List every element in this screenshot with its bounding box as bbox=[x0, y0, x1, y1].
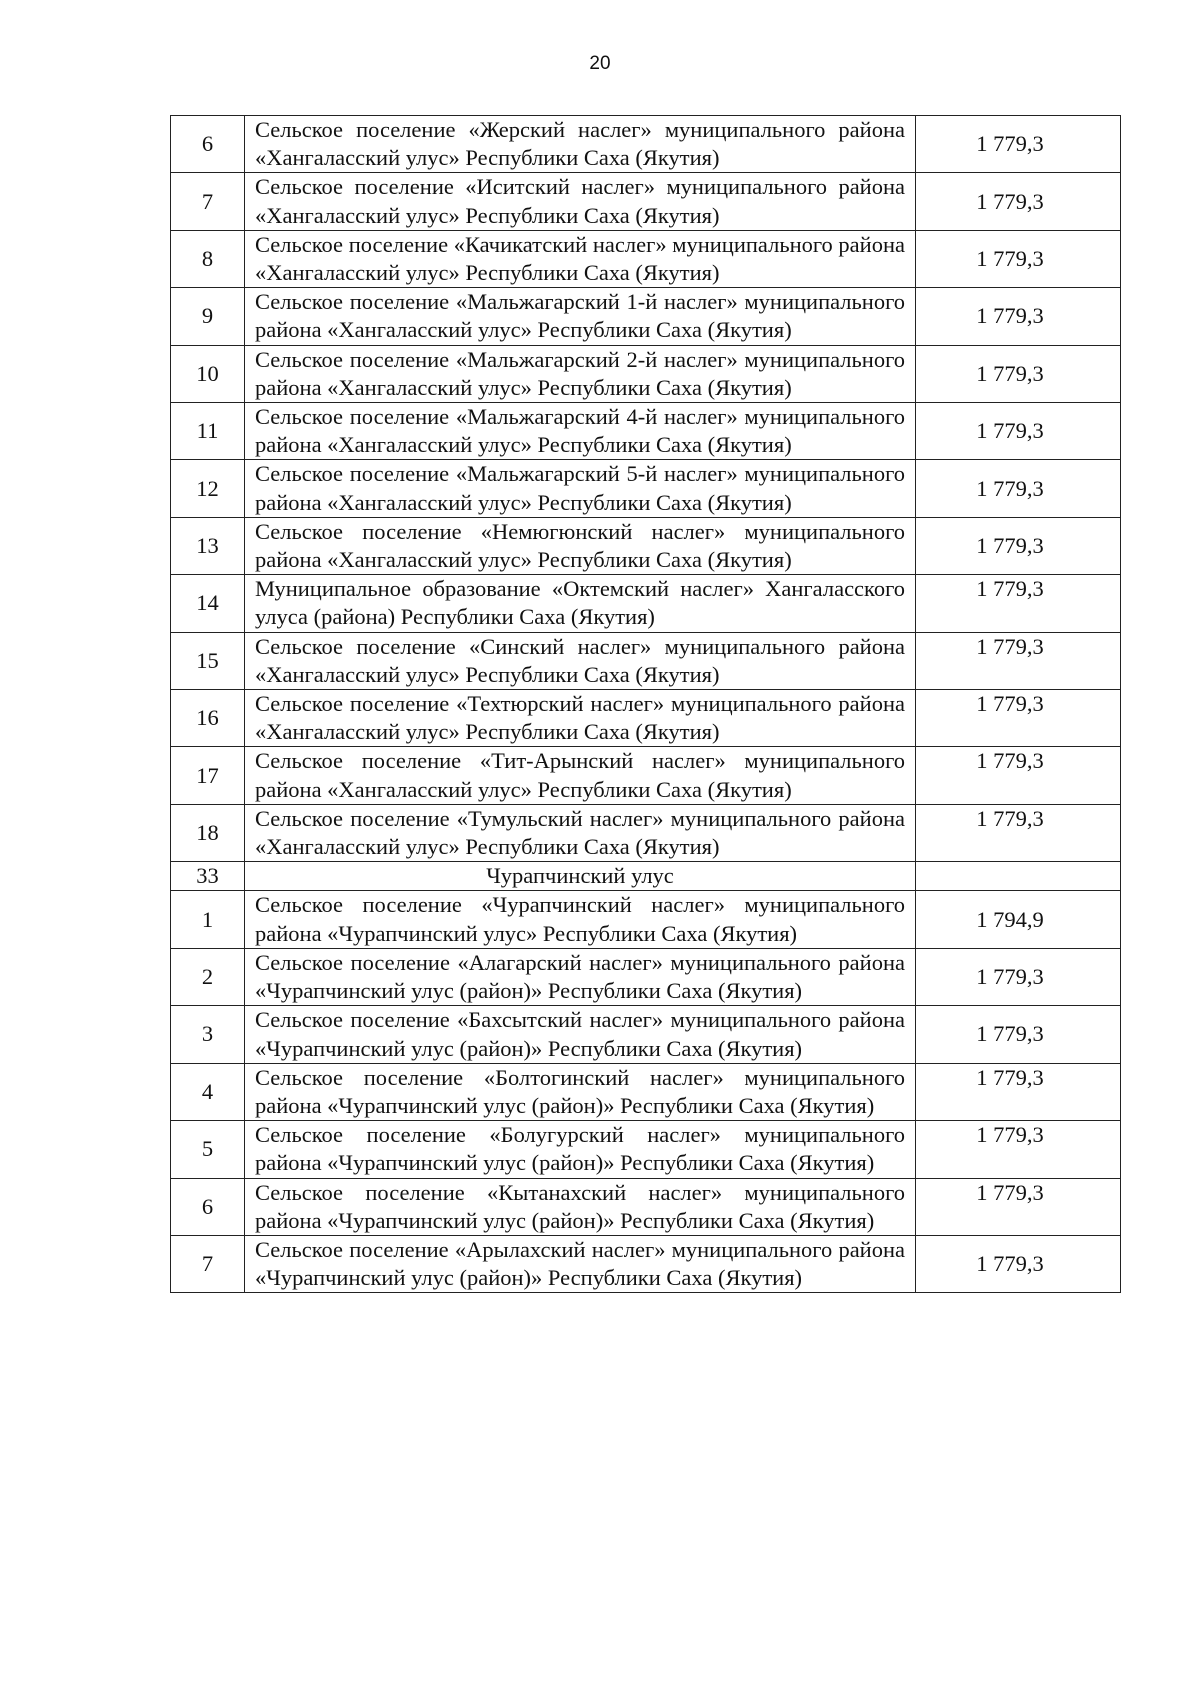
municipality-name: Сельское поселение «Алагарский наслег» муниципального района «Чурапчинский улус (район)» Республики Саха (Якутия) bbox=[245, 948, 916, 1005]
table-row bbox=[171, 948, 1121, 1005]
table-body bbox=[171, 116, 1121, 1293]
amount: 1 779,3 bbox=[916, 288, 1121, 345]
amount: 1 779,3 bbox=[916, 1178, 1121, 1235]
municipality-name: Сельское поселение «Качикатский наслег» муниципального района «Хангаласский улус» Республики Саха (Якутия) bbox=[245, 230, 916, 287]
table-row bbox=[171, 230, 1121, 287]
municipality-name: Сельское поселение «Болтогинский наслег» муниципального района «Чурапчинский улус (район)» Республики Саха (Якутия) bbox=[245, 1063, 916, 1120]
table-row bbox=[171, 1235, 1121, 1292]
amount: 1 779,3 bbox=[916, 1121, 1121, 1178]
table-row bbox=[171, 804, 1121, 861]
amount: 1 779,3 bbox=[916, 116, 1121, 173]
table-row bbox=[171, 747, 1121, 804]
table-row bbox=[171, 517, 1121, 574]
amount: 1 779,3 bbox=[916, 173, 1121, 230]
municipality-name: Сельское поселение «Мальжагарский 4-й наслег» муниципального района «Хангаласский улус» Республики Саха (Якутия) bbox=[245, 403, 916, 460]
row-number: 8 bbox=[171, 230, 245, 287]
amount: 1 779,3 bbox=[916, 747, 1121, 804]
municipality-name: Сельское поселение «Жерский наслег» муниципального района «Хангаласский улус» Республики Саха (Якутия) bbox=[245, 116, 916, 173]
amount: 1 779,3 bbox=[916, 690, 1121, 747]
amount: 1 779,3 bbox=[916, 948, 1121, 1005]
municipality-name: Сельское поселение «Мальжагарский 5-й наслег» муниципального района «Хангаласский улус» Республики Саха (Якутия) bbox=[245, 460, 916, 517]
row-number: 16 bbox=[171, 690, 245, 747]
page-number: 20 bbox=[589, 53, 611, 74]
table-row bbox=[171, 403, 1121, 460]
amount: 1 779,3 bbox=[916, 403, 1121, 460]
table-row bbox=[171, 288, 1121, 345]
amount: 1 779,3 bbox=[916, 1006, 1121, 1063]
municipality-name: Сельское поселение «Тит-Арынский наслег» муниципального района «Хангаласский улус» Республики Саха (Якутия) bbox=[245, 747, 916, 804]
table-row bbox=[171, 1063, 1121, 1120]
amount: 1 779,3 bbox=[916, 1063, 1121, 1120]
amount: 1 779,3 bbox=[916, 460, 1121, 517]
table-row bbox=[171, 891, 1121, 948]
row-number: 2 bbox=[171, 948, 245, 1005]
table-row bbox=[171, 1121, 1121, 1178]
municipality-name: Сельское поселение «Мальжагарский 1-й наслег» муниципального района «Хангаласский улус» Республики Саха (Якутия) bbox=[245, 288, 916, 345]
row-number: 7 bbox=[171, 1235, 245, 1292]
amount: 1 779,3 bbox=[916, 575, 1121, 632]
table-row bbox=[171, 1178, 1121, 1235]
amount: 1 779,3 bbox=[916, 632, 1121, 689]
municipality-name: Сельское поселение «Чурапчинский наслег» муниципального района «Чурапчинский улус» Республики Саха (Якутия) bbox=[245, 891, 916, 948]
allocation-table bbox=[170, 115, 1121, 1293]
municipality-name: Сельское поселение «Бахсытский наслег» муниципального района «Чурапчинский улус (район)» Республики Саха (Якутия) bbox=[245, 1006, 916, 1063]
municipality-name: Сельское поселение «Мальжагарский 2-й наслег» муниципального района «Хангаласский улус» Республики Саха (Якутия) bbox=[245, 345, 916, 402]
amount: 1 779,3 bbox=[916, 1235, 1121, 1292]
row-number: 6 bbox=[171, 116, 245, 173]
table-row bbox=[171, 460, 1121, 517]
municipality-name: Сельское поселение «Техтюрский наслег» муниципального района «Хангаласский улус» Республики Саха (Якутия) bbox=[245, 690, 916, 747]
row-number: 4 bbox=[171, 1063, 245, 1120]
row-number: 6 bbox=[171, 1178, 245, 1235]
row-number: 18 bbox=[171, 804, 245, 861]
municipality-name: Сельское поселение «Болугурский наслег» муниципального района «Чурапчинский улус (район)» Республики Саха (Якутия) bbox=[245, 1121, 916, 1178]
table-row bbox=[171, 345, 1121, 402]
row-number: 1 bbox=[171, 891, 245, 948]
section-header-row bbox=[171, 862, 1121, 891]
municipality-name: Муниципальное образование «Октемский наслег» Хангаласского улуса (района) Республики Саха (Якутия) bbox=[245, 575, 916, 632]
row-number: 7 bbox=[171, 173, 245, 230]
municipality-name: Сельское поселение «Иситский наслег» муниципального района «Хангаласский улус» Республики Саха (Якутия) bbox=[245, 173, 916, 230]
table-row bbox=[171, 632, 1121, 689]
amount bbox=[916, 862, 1121, 891]
table-row bbox=[171, 173, 1121, 230]
row-number: 5 bbox=[171, 1121, 245, 1178]
amount: 1 779,3 bbox=[916, 345, 1121, 402]
row-number: 10 bbox=[171, 345, 245, 402]
amount: 1 779,3 bbox=[916, 804, 1121, 861]
row-number: 11 bbox=[171, 403, 245, 460]
section-title: Чурапчинский улус bbox=[245, 862, 916, 891]
row-number: 17 bbox=[171, 747, 245, 804]
municipality-name: Сельское поселение «Арылахский наслег» муниципального района «Чурапчинский улус (район)» Республики Саха (Якутия) bbox=[245, 1235, 916, 1292]
table-row bbox=[171, 575, 1121, 632]
amount: 1 794,9 bbox=[916, 891, 1121, 948]
row-number: 13 bbox=[171, 517, 245, 574]
table-row bbox=[171, 690, 1121, 747]
row-number: 3 bbox=[171, 1006, 245, 1063]
municipality-name: Сельское поселение «Немюгюнский наслег» муниципального района «Хангаласский улус» Республики Саха (Якутия) bbox=[245, 517, 916, 574]
row-number: 15 bbox=[171, 632, 245, 689]
municipality-name: Сельское поселение «Тумульский наслег» муниципального района «Хангаласский улус» Республики Саха (Якутия) bbox=[245, 804, 916, 861]
row-number: 33 bbox=[171, 862, 245, 891]
municipality-name: Сельское поселение «Синский наслег» муниципального района «Хангаласский улус» Республики Саха (Якутия) bbox=[245, 632, 916, 689]
row-number: 14 bbox=[171, 575, 245, 632]
amount: 1 779,3 bbox=[916, 517, 1121, 574]
row-number: 9 bbox=[171, 288, 245, 345]
table-row bbox=[171, 1006, 1121, 1063]
amount: 1 779,3 bbox=[916, 230, 1121, 287]
table-row bbox=[171, 116, 1121, 173]
row-number: 12 bbox=[171, 460, 245, 517]
municipality-name: Сельское поселение «Кытанахский наслег» муниципального района «Чурапчинский улус (район)» Республики Саха (Якутия) bbox=[245, 1178, 916, 1235]
